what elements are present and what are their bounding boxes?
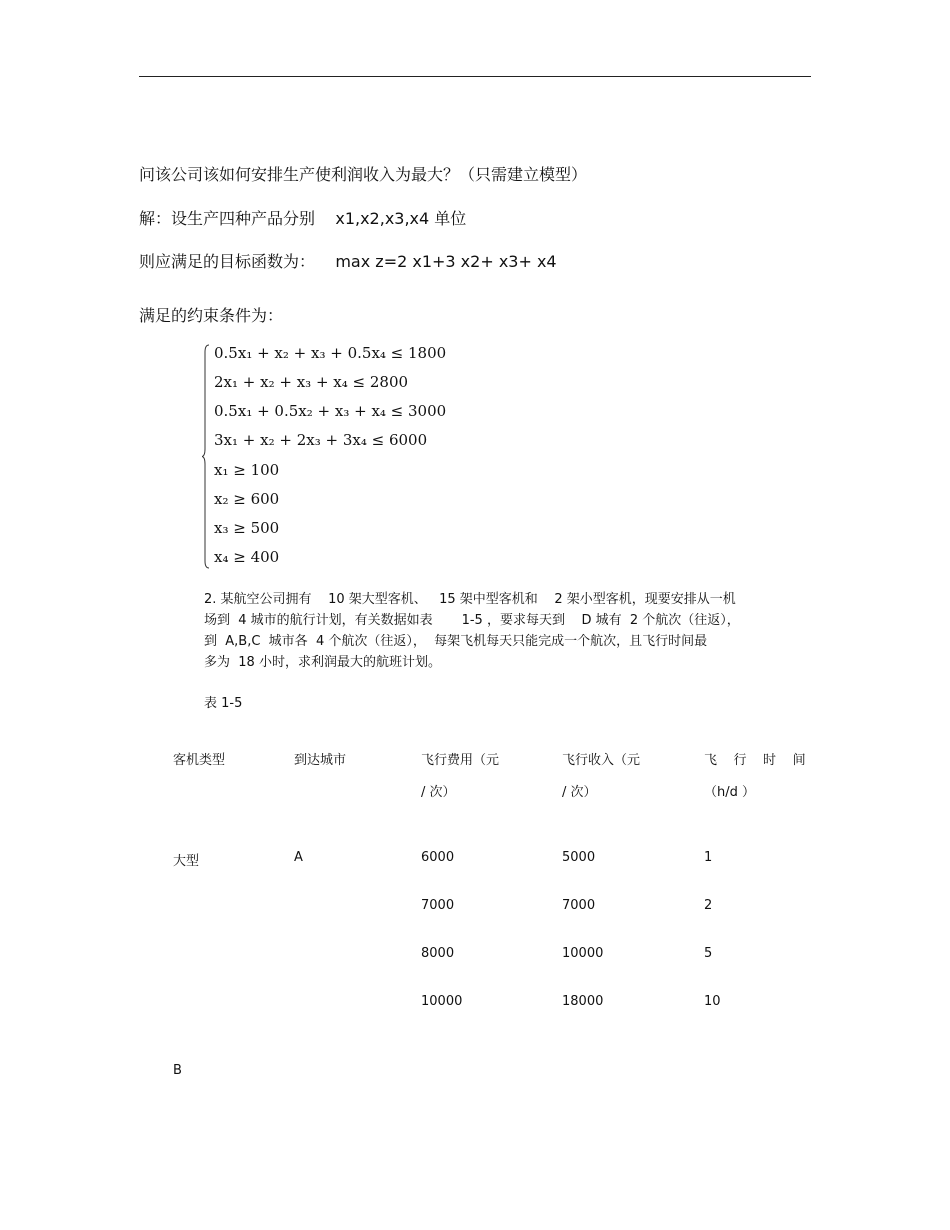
header-flight-time: 飞 行 时 间	[704, 753, 806, 768]
table-cell-time: 1	[704, 850, 713, 865]
table-cell-income: 5000	[562, 850, 596, 865]
table-cell-time: 10	[704, 994, 721, 1009]
constraint-4: 3x₁ + x₂ + 2x₃ + 3x₄ ≤ 6000	[214, 431, 428, 449]
objective-text: 则应满足的目标函数为： max z=2 x1+3 x2+ x3+ x4	[139, 252, 557, 271]
constraints-label: 满足的约束条件为：	[139, 306, 284, 325]
left-brace-icon	[202, 344, 210, 569]
problem-2-line: 到 A,B,C 城市各 4 个航次（往返）， 每架飞机每天只能完成一个航次，且飞行时间最	[204, 634, 708, 649]
table-cell-income: 18000	[562, 994, 604, 1009]
table-cell-type: 大型	[173, 854, 200, 869]
header-destination-city: 到达城市	[294, 753, 347, 768]
constraint-2: 2x₁ + x₂ + x₃ + x₄ ≤ 2800	[214, 373, 409, 391]
constraint-3: 0.5x₁ + 0.5x₂ + x₃ + x₄ ≤ 3000	[214, 402, 447, 420]
constraint-6: x₂ ≥ 600	[214, 490, 280, 508]
table-cell-time: 5	[704, 946, 713, 961]
constraint-7: x₃ ≥ 500	[214, 519, 280, 537]
header-aircraft-type: 客机类型	[173, 753, 226, 768]
question-text: 问该公司该如何安排生产使利润收入为最大？（只需建立模型）	[139, 165, 588, 184]
table-cell-time: 2	[704, 898, 713, 913]
header-flight-cost: 飞行费用（元	[421, 753, 500, 768]
constraint-system	[202, 340, 447, 575]
header-flight-time-unit: （h/d ）	[704, 785, 756, 800]
table-cell-cost: 7000	[421, 898, 455, 913]
header-flight-income-unit: / 次）	[562, 785, 597, 800]
table-cell-cost: 6000	[421, 850, 455, 865]
solution-text: 解：设生产四种产品分别 x1,x2,x3,x4 单位	[139, 209, 467, 228]
problem-2-line: 场到 4 城市的航行计划，有关数据如表 1-5 ，要求每天到 D 城有 2 个航次（往返），	[204, 613, 740, 628]
constraint-5: x₁ ≥ 100	[214, 461, 280, 479]
header-rule	[139, 76, 811, 77]
table-cell-income: 7000	[562, 898, 596, 913]
problem-2-line: 2. 某航空公司拥有 10 架大型客机、 15 架中型客机和 2 架小型客机，现要安排从一机	[204, 592, 736, 607]
table-cell-cost: 10000	[421, 994, 463, 1009]
table-cell-income: 10000	[562, 946, 604, 961]
problem-2-paragraph	[204, 589, 804, 673]
constraint-8: x₄ ≥ 400	[214, 548, 280, 566]
table-cell-city-next: B	[173, 1063, 182, 1078]
header-flight-income: 飞行收入（元	[562, 753, 641, 768]
header-flight-cost-unit: / 次）	[421, 785, 456, 800]
table-cell-cost: 8000	[421, 946, 455, 961]
table-cell-city: A	[294, 850, 303, 865]
problem-2-line: 多为 18 小时，求利润最大的航班计划。	[204, 655, 441, 670]
constraint-1: 0.5x₁ + x₂ + x₃ + 0.5x₄ ≤ 1800	[214, 344, 447, 362]
table-caption: 表 1-5	[204, 696, 243, 711]
